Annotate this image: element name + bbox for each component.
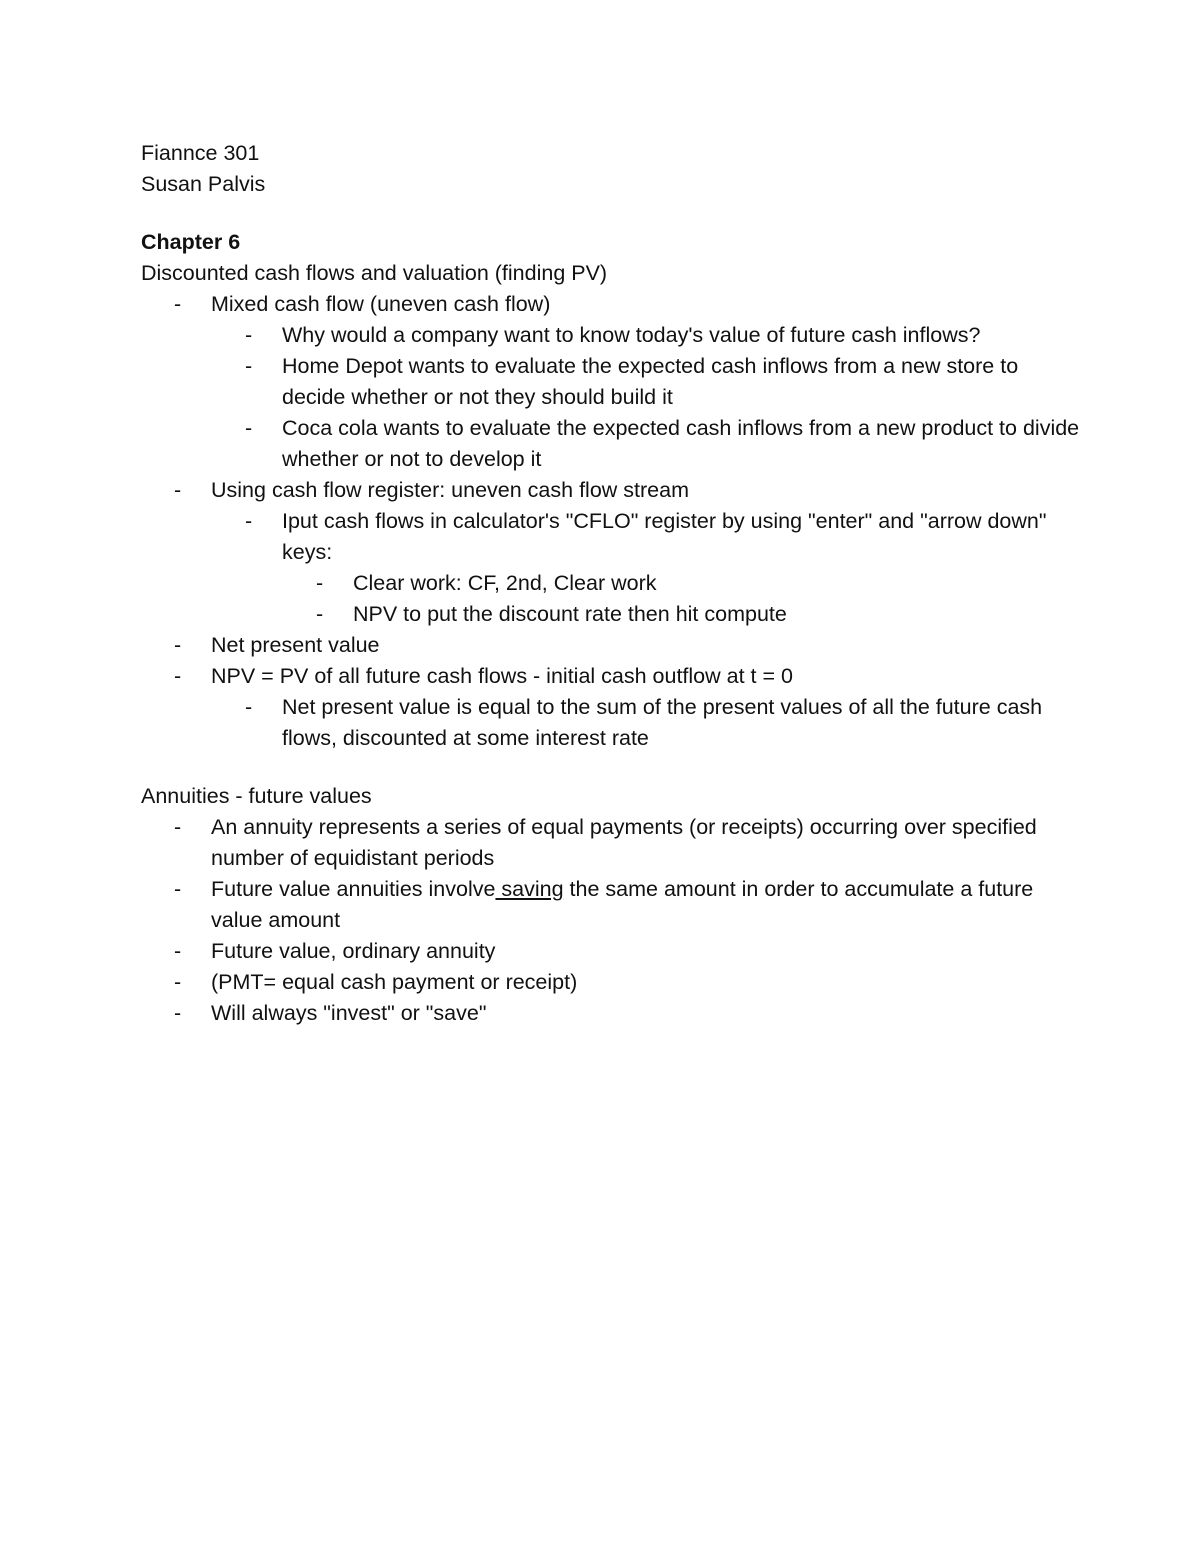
list-item-text [211,877,1033,932]
list-item-text: Coca cola wants to evaluate the expected cash inflows from a new product to divide whether or not to develop it [282,416,1080,471]
list-item [141,413,1081,475]
list-item-text: Net present value [211,633,380,657]
bullet-dash: - [174,478,182,502]
bullet-dash: - [245,354,253,378]
list-item [141,630,1081,661]
list-item [141,599,1081,630]
course-title: Fiannce 301 [141,141,260,165]
list-item-text: Why would a company want to know today's value of future cash inflows? [282,323,981,347]
bullet-dash: - [245,323,253,347]
list-item [141,874,1081,936]
list-item [141,812,1081,874]
bullet-dash: - [174,633,182,657]
chapter-heading: Chapter 6 [141,230,241,254]
list-item [141,351,1081,413]
bullet-dash: - [316,571,324,595]
instructor-name: Susan Palvis [141,172,266,196]
bullet-dash: - [316,602,324,626]
section-title-annuities: Annuities - future values [141,784,372,808]
spacer [141,754,1081,781]
list-item [141,568,1081,599]
list-item-text: NPV to put the discount rate then hit compute [353,602,787,626]
list-item [141,661,1081,692]
bullet-dash: - [174,1001,182,1025]
spacer [141,200,1081,227]
list-item [141,967,1081,998]
list-item-text: Mixed cash flow (uneven cash flow) [211,292,551,316]
list-item [141,506,1081,568]
list-item-text: Will always "invest" or "save" [211,1001,487,1025]
list-item-text: Clear work: CF, 2nd, Clear work [353,571,657,595]
list-item-text: Future value, ordinary annuity [211,939,496,963]
bullet-dash: - [245,509,253,533]
bullet-dash: - [174,292,182,316]
list-item [141,998,1081,1029]
bullet-dash: - [174,939,182,963]
bullet-dash: - [245,695,253,719]
underlined-word: saving [495,877,564,901]
list-item-text: (PMT= equal cash payment or receipt) [211,970,578,994]
notes-content [141,138,1081,1029]
list-item-text-after: the same amount in order to accumulate a future value amount [211,877,1034,932]
list-item [141,320,1081,351]
list-item-text: Home Depot wants to evaluate the expected cash inflows from a new store to decide whether or not they should build it [282,354,1019,409]
list-item-text: NPV = PV of all future cash flows - initial cash outflow at t = 0 [211,664,793,688]
list-item [141,692,1081,754]
list-item-text-before: Future value annuities involve [211,877,496,901]
bullet-dash: - [245,416,253,440]
list-item-text: Iput cash flows in calculator's "CFLO" register by using "enter" and "arrow down" keys: [282,509,1047,564]
list-item [141,936,1081,967]
list-item-text: Net present value is equal to the sum of the present values of all the future cash flows, discounted at some interest rate [282,695,1043,750]
list-item [141,475,1081,506]
bullet-dash: - [174,970,182,994]
bullet-dash: - [174,815,182,839]
list-item [141,289,1081,320]
section-title-discounted-cash-flows: Discounted cash flows and valuation (finding PV) [141,261,608,285]
bullet-dash: - [174,877,182,901]
bullet-dash: - [174,664,182,688]
list-item-text: An annuity represents a series of equal payments (or receipts) occurring over specified number of equidistant periods [211,815,1037,870]
list-item-text: Using cash flow register: uneven cash flow stream [211,478,689,502]
